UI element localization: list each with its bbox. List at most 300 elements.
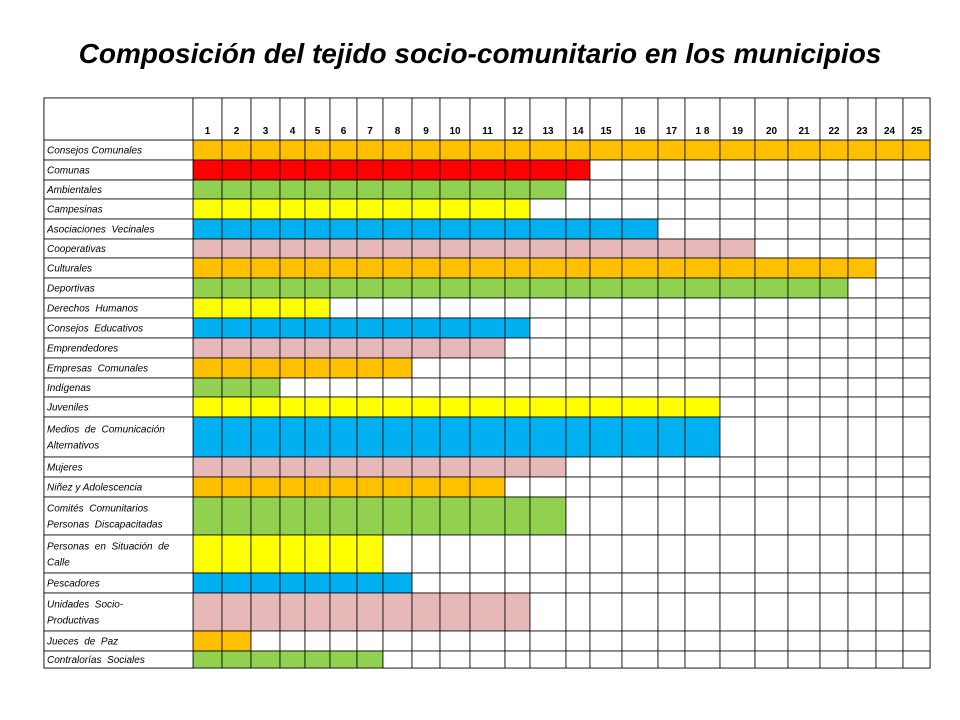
filled-cell [470,593,505,631]
column-label: 5 [314,126,321,137]
row-label: Pescadores [47,578,100,590]
filled-cell [193,477,222,497]
empty-cell [876,417,903,457]
filled-cell [412,278,440,298]
empty-cell [590,535,622,573]
filled-cell [305,258,330,278]
empty-cell [755,180,788,199]
row-label: Cooperativas [47,244,106,255]
filled-cell [658,258,685,278]
empty-cell [566,457,590,477]
filled-cell [383,160,412,180]
empty-cell [848,417,876,457]
empty-cell [788,180,820,199]
empty-cell [720,535,755,573]
empty-cell [848,397,876,417]
filled-cell [383,140,412,160]
empty-cell [622,338,658,358]
empty-cell [903,417,930,457]
empty-cell [357,298,383,318]
empty-cell [788,199,820,219]
empty-cell [658,318,685,338]
empty-cell [658,180,685,199]
empty-cell [685,318,720,338]
filled-cell [193,651,222,668]
empty-cell [470,358,505,378]
filled-cell [330,651,357,668]
empty-cell [903,338,930,358]
empty-cell [530,298,566,318]
empty-cell [848,298,876,318]
filled-cell [193,573,222,593]
filled-cell [251,318,280,338]
empty-cell [505,651,530,668]
empty-cell [658,457,685,477]
filled-cell [222,160,251,180]
empty-cell [755,239,788,258]
filled-cell [505,180,530,199]
filled-cell [305,180,330,199]
empty-cell [788,593,820,631]
empty-cell [412,535,440,573]
empty-cell [755,593,788,631]
column-label: 19 [731,126,744,137]
filled-cell [330,278,357,298]
empty-cell [622,160,658,180]
row-label: Personas en Situación de [47,541,170,553]
empty-cell [685,298,720,318]
row-label: Empresas Comunales [47,363,149,375]
filled-cell [848,258,876,278]
row-label: Comunas [47,165,90,177]
empty-cell [566,338,590,358]
empty-cell [566,358,590,378]
filled-cell [280,497,305,535]
empty-cell [903,631,930,651]
filled-cell [193,358,222,378]
empty-cell [412,573,440,593]
column-label: 24 [883,126,896,137]
empty-cell [876,298,903,318]
filled-cell [251,199,280,219]
filled-cell [470,258,505,278]
empty-cell [622,457,658,477]
empty-cell [590,199,622,219]
filled-cell [505,497,530,535]
filled-cell [330,457,357,477]
filled-cell [330,180,357,199]
column-label: 17 [665,126,678,137]
filled-cell [193,199,222,219]
filled-cell [440,219,470,239]
filled-cell [566,219,590,239]
empty-cell [720,338,755,358]
empty-cell [440,535,470,573]
empty-cell [755,219,788,239]
empty-cell [622,318,658,338]
empty-cell [566,573,590,593]
empty-cell [903,160,930,180]
empty-cell [876,535,903,573]
empty-cell [876,278,903,298]
empty-cell [383,631,412,651]
filled-cell [305,535,330,573]
filled-cell [193,417,222,457]
filled-cell [330,140,357,160]
empty-cell [622,358,658,378]
empty-cell [590,378,622,397]
filled-cell [280,239,305,258]
empty-cell [848,631,876,651]
filled-cell [305,477,330,497]
empty-cell [622,497,658,535]
filled-cell [470,239,505,258]
empty-cell [383,298,412,318]
empty-cell [788,239,820,258]
filled-cell [658,239,685,258]
empty-cell [590,298,622,318]
filled-cell [280,417,305,457]
empty-cell [755,318,788,338]
filled-cell [622,278,658,298]
empty-cell [622,298,658,318]
filled-cell [357,593,383,631]
empty-cell [848,160,876,180]
empty-cell [470,535,505,573]
empty-cell [848,535,876,573]
filled-cell [566,278,590,298]
filled-cell [305,358,330,378]
empty-cell [530,593,566,631]
empty-cell [685,378,720,397]
filled-cell [251,535,280,573]
filled-cell [566,239,590,258]
filled-cell [193,160,222,180]
empty-cell [903,239,930,258]
filled-cell [280,477,305,497]
filled-cell [330,593,357,631]
empty-cell [357,631,383,651]
empty-cell [566,318,590,338]
empty-cell [788,573,820,593]
filled-cell [383,497,412,535]
filled-cell [505,417,530,457]
empty-cell [470,378,505,397]
filled-cell [383,338,412,358]
empty-cell [848,278,876,298]
filled-cell [505,199,530,219]
empty-cell [876,199,903,219]
filled-cell [440,417,470,457]
empty-cell [530,477,566,497]
filled-cell [412,397,440,417]
filled-cell [412,258,440,278]
empty-cell [903,593,930,631]
empty-cell [820,417,848,457]
column-label: 6 [340,126,347,137]
empty-cell [470,651,505,668]
filled-cell [876,140,903,160]
filled-cell [193,219,222,239]
empty-cell [903,397,930,417]
filled-cell [470,160,505,180]
filled-cell [505,318,530,338]
filled-cell [280,573,305,593]
empty-cell [903,180,930,199]
filled-cell [622,239,658,258]
empty-cell [566,477,590,497]
empty-cell [505,631,530,651]
filled-cell [357,258,383,278]
filled-cell [685,278,720,298]
filled-cell [685,140,720,160]
filled-cell [383,593,412,631]
filled-cell [193,631,222,651]
filled-cell [505,397,530,417]
filled-cell [357,651,383,668]
empty-cell [876,397,903,417]
empty-cell [848,338,876,358]
empty-cell [590,477,622,497]
empty-cell [848,239,876,258]
filled-cell [440,180,470,199]
empty-cell [590,573,622,593]
empty-cell [755,378,788,397]
filled-cell [251,378,280,397]
empty-cell [788,457,820,477]
filled-cell [820,140,848,160]
empty-cell [820,477,848,497]
filled-cell [622,219,658,239]
filled-cell [251,219,280,239]
empty-cell [685,199,720,219]
column-label: 7 [367,126,373,137]
filled-cell [383,477,412,497]
filled-cell [685,397,720,417]
empty-cell [755,160,788,180]
empty-cell [820,318,848,338]
row-label: Campesinas [47,204,103,216]
filled-cell [330,258,357,278]
filled-cell [383,258,412,278]
empty-cell [470,573,505,593]
empty-cell [566,497,590,535]
filled-cell [222,318,251,338]
filled-cell [193,140,222,160]
filled-cell [193,593,222,631]
filled-cell [505,140,530,160]
empty-cell [566,378,590,397]
empty-cell [788,298,820,318]
filled-cell [222,258,251,278]
empty-cell [848,477,876,497]
filled-cell [383,199,412,219]
empty-cell [876,378,903,397]
empty-cell [876,497,903,535]
filled-cell [193,338,222,358]
empty-cell [876,477,903,497]
empty-cell [755,651,788,668]
empty-cell [820,397,848,417]
empty-cell [505,378,530,397]
empty-cell [720,298,755,318]
empty-cell [876,219,903,239]
column-label: 4 [289,126,296,137]
empty-cell [755,397,788,417]
empty-cell [755,573,788,593]
filled-cell [251,338,280,358]
row-label: Asociaciones Vecinales [47,224,155,236]
filled-cell [280,535,305,573]
filled-cell [251,417,280,457]
filled-cell [530,397,566,417]
empty-cell [658,497,685,535]
filled-cell [305,219,330,239]
filled-cell [788,140,820,160]
row-label: Contralorías Sociales [47,655,145,666]
filled-cell [357,318,383,338]
filled-cell [505,457,530,477]
filled-cell [251,573,280,593]
empty-cell [566,593,590,631]
column-label: 14 [572,126,584,137]
filled-cell [357,278,383,298]
empty-cell [820,535,848,573]
row-label: Jueces de Paz [47,636,119,648]
empty-cell [590,631,622,651]
filled-cell [658,417,685,457]
empty-cell [685,358,720,378]
filled-cell [222,338,251,358]
empty-cell [820,573,848,593]
empty-cell [876,651,903,668]
filled-cell [280,219,305,239]
filled-cell [280,258,305,278]
filled-cell [566,160,590,180]
filled-cell [530,180,566,199]
empty-cell [685,219,720,239]
empty-cell [720,219,755,239]
empty-cell [755,457,788,477]
filled-cell [305,417,330,457]
empty-cell [685,573,720,593]
column-label: 15 [600,126,612,137]
empty-cell [566,651,590,668]
empty-cell [788,219,820,239]
filled-cell [788,258,820,278]
filled-cell [440,239,470,258]
filled-cell [820,258,848,278]
empty-cell [622,573,658,593]
empty-cell [876,338,903,358]
empty-cell [470,631,505,651]
filled-cell [505,219,530,239]
filled-cell [357,477,383,497]
row-label: Indígenas [47,383,91,394]
row-label: Comités Comunitarios [47,503,149,515]
empty-cell [658,199,685,219]
filled-cell [330,318,357,338]
row-label: Derechos Humanos [47,303,139,315]
filled-cell [383,180,412,199]
row-label: Medios de Comunicación [47,424,165,436]
empty-cell [658,593,685,631]
empty-cell [903,651,930,668]
empty-cell [788,535,820,573]
empty-cell [658,573,685,593]
column-label: 9 [423,126,429,137]
filled-cell [280,140,305,160]
filled-cell [330,535,357,573]
filled-cell [193,497,222,535]
empty-cell [357,378,383,397]
empty-cell [685,497,720,535]
empty-cell [903,497,930,535]
filled-cell [530,417,566,457]
empty-cell [720,397,755,417]
empty-cell [530,573,566,593]
empty-cell [505,535,530,573]
filled-cell [903,140,930,160]
empty-cell [820,593,848,631]
filled-cell [251,457,280,477]
empty-cell [720,573,755,593]
empty-cell [788,477,820,497]
filled-cell [848,140,876,160]
filled-cell [357,239,383,258]
filled-cell [193,318,222,338]
empty-cell [788,397,820,417]
filled-cell [251,651,280,668]
filled-cell [720,278,755,298]
empty-cell [505,477,530,497]
filled-cell [280,160,305,180]
filled-cell [440,457,470,477]
empty-cell [590,593,622,631]
empty-cell [848,318,876,338]
filled-cell [440,397,470,417]
filled-cell [412,417,440,457]
row-label: Consejos Comunales [47,145,143,157]
filled-cell [530,140,566,160]
filled-cell [820,278,848,298]
empty-cell [305,631,330,651]
filled-cell [280,397,305,417]
filled-cell [440,477,470,497]
empty-cell [903,298,930,318]
empty-cell [876,457,903,477]
filled-cell [330,358,357,378]
empty-cell [876,631,903,651]
filled-cell [330,219,357,239]
empty-cell [788,378,820,397]
filled-cell [530,160,566,180]
filled-cell [222,417,251,457]
empty-cell [876,318,903,338]
filled-cell [530,239,566,258]
empty-cell [820,378,848,397]
filled-cell [470,140,505,160]
filled-cell [505,239,530,258]
empty-cell [566,535,590,573]
empty-cell [876,180,903,199]
filled-cell [412,318,440,338]
empty-cell [903,535,930,573]
empty-cell [876,239,903,258]
column-label: 20 [765,126,778,137]
empty-cell [848,219,876,239]
filled-cell [755,140,788,160]
